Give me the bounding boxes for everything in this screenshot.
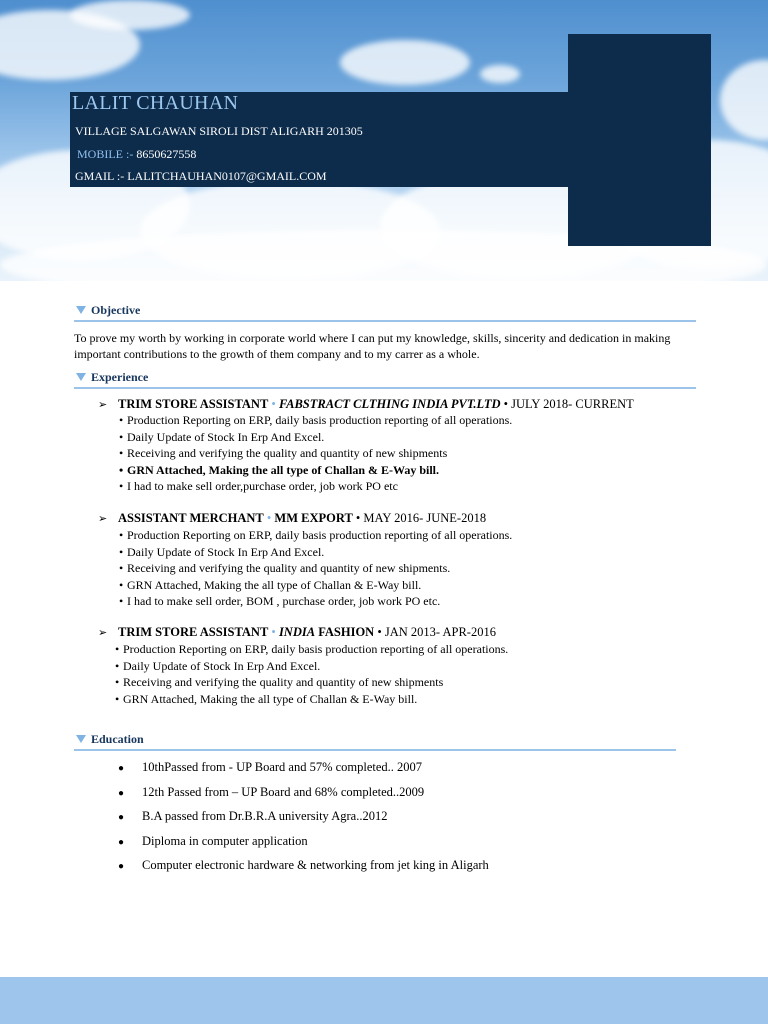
arrow-bullet-icon: ➢ bbox=[98, 627, 108, 639]
job-dates: • JULY 2018- CURRENT bbox=[503, 397, 634, 411]
header-accent-box bbox=[568, 34, 711, 246]
education-list bbox=[118, 760, 489, 883]
experience-heading bbox=[76, 370, 148, 385]
job-separator: • bbox=[271, 625, 276, 639]
list-item: ● 12th Passed from – UP Board and 68% completed..2009 bbox=[118, 784, 425, 799]
objective-title: Objective bbox=[91, 303, 141, 317]
list-item: • GRN Attached, Making the all type of Challan & E-Way bill. bbox=[119, 577, 422, 592]
arrow-bullet-icon: ➢ bbox=[98, 399, 108, 411]
arrow-bullet-icon: ➢ bbox=[98, 513, 108, 525]
job-company-italic: INDIA bbox=[278, 625, 316, 639]
objective-heading bbox=[76, 303, 140, 318]
email-line bbox=[75, 169, 327, 184]
job-1-duties bbox=[119, 412, 512, 495]
list-item: ● B.A passed from Dr.B.R.A university Agra..2012 bbox=[118, 809, 388, 823]
job-separator: • bbox=[266, 511, 272, 525]
list-item: • Production Reporting on ERP, daily basis production reporting of all operations. bbox=[119, 413, 513, 427]
list-item: • GRN Attached, Making the all type of Challan & E-Way bill. bbox=[115, 691, 418, 706]
job-company: FABSTRACT CLTHING INDIA PVT.LTD bbox=[278, 397, 501, 411]
address-line bbox=[75, 124, 363, 139]
experience-title: Experience bbox=[91, 370, 149, 384]
mobile-value: 8650627558 bbox=[136, 147, 197, 161]
list-item: ● Computer electronic hardware & networking from jet king in Aligarh bbox=[118, 858, 489, 872]
experience-rule bbox=[74, 387, 696, 389]
job-role: ASSISTANT MERCHANT bbox=[118, 511, 264, 525]
list-item: • I had to make sell order, BOM , purchase order, job work PO etc. bbox=[119, 594, 441, 609]
candidate-name: LALIT CHAUHAN bbox=[72, 92, 239, 114]
list-item: • Receiving and verifying the quality and quantity of new shipments. bbox=[119, 561, 451, 576]
triangle-down-icon bbox=[76, 373, 86, 381]
list-item: • Production Reporting on ERP, daily basis production reporting of all operations. bbox=[115, 642, 509, 656]
list-item: • GRN Attached, Making the all type of Challan & E-Way bill. bbox=[119, 462, 440, 477]
mobile-label: MOBILE :- bbox=[77, 147, 134, 161]
objective-rule bbox=[74, 320, 696, 322]
job-2-duties bbox=[119, 527, 512, 610]
footer-bar bbox=[0, 977, 768, 1024]
job-separator: • bbox=[271, 397, 276, 411]
list-item: ● Diploma in computer application bbox=[118, 833, 308, 848]
job-title-3 bbox=[98, 625, 496, 640]
list-item: • Receiving and verifying the quality and quantity of new shipments bbox=[115, 675, 444, 690]
list-item: ● 10thPassed from - UP Board and 57% completed.. 2007 bbox=[118, 760, 423, 774]
list-item: • Daily Update of Stock In Erp And Excel. bbox=[119, 544, 325, 559]
job-title-2 bbox=[98, 511, 486, 526]
job-3-duties bbox=[115, 641, 508, 707]
job-dates: • JAN 2013- APR-2016 bbox=[377, 625, 496, 639]
education-rule bbox=[74, 749, 676, 751]
list-item: • Daily Update of Stock In Erp And Excel. bbox=[119, 429, 325, 444]
job-role: TRIM STORE ASSISTANT bbox=[118, 625, 269, 639]
education-heading bbox=[76, 732, 144, 747]
triangle-down-icon bbox=[76, 735, 86, 743]
mobile-line bbox=[77, 147, 196, 162]
email-value: LALITCHAUHAN0107@GMAIL.COM bbox=[127, 169, 327, 183]
job-company: MM EXPORT bbox=[274, 511, 353, 525]
job-title-1 bbox=[98, 397, 634, 412]
job-dates: • MAY 2016- JUNE-2018 bbox=[355, 511, 487, 525]
objective-text: To prove my worth by working in corporate world where I can put my knowledge, skills, sincerity and dedication in making important contributions to the growth of them company and to my carrer as a whole. bbox=[74, 331, 671, 361]
list-item: • Production Reporting on ERP, daily basis production reporting of all operations. bbox=[119, 528, 513, 542]
email-label: GMAIL :- bbox=[75, 169, 125, 183]
triangle-down-icon bbox=[76, 306, 86, 314]
list-item: • Daily Update of Stock In Erp And Excel. bbox=[115, 658, 321, 673]
job-role: TRIM STORE ASSISTANT bbox=[118, 397, 269, 411]
list-item: • I had to make sell order,purchase order, job work PO etc bbox=[119, 479, 398, 494]
job-company: FASHION bbox=[318, 625, 375, 639]
address-text: VILLAGE SALGAWAN SIROLI DIST ALIGARH 201305 bbox=[75, 124, 363, 138]
list-item: • Receiving and verifying the quality and quantity of new shipments bbox=[119, 446, 448, 461]
education-title: Education bbox=[91, 732, 144, 746]
